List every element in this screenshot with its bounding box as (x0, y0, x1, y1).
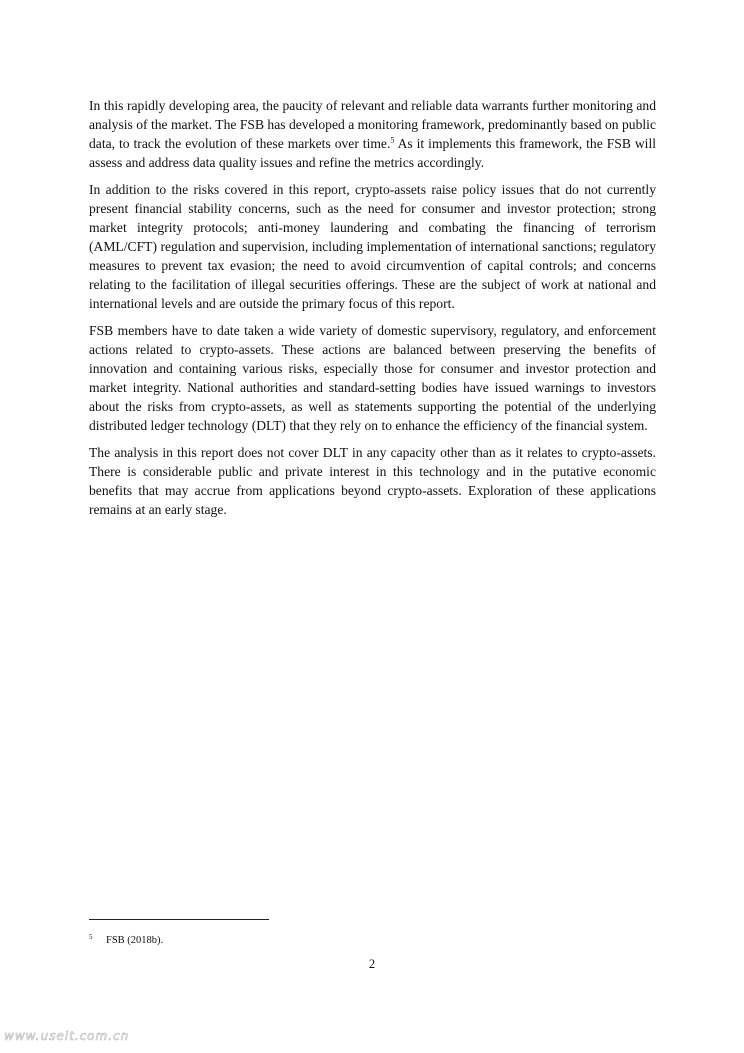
footnote-divider (89, 919, 269, 920)
paragraph-dlt-scope: The analysis in this report does not cover DLT in any capacity other than as it relates to crypto-assets. There is considerable public and private interest in this technology and in the putative economic benefits that may accrue from applications beyond crypto-assets. Exploration of these applications remains at an early stage. (89, 445, 656, 517)
footnote: 5 FSB (2018b). (89, 932, 164, 946)
page-number: 2 (368, 957, 376, 971)
footnote-reference[interactable]: 5 (390, 135, 395, 145)
paragraph-text: As it implements this framework, the FSB will assess and address data quality issues and refine the metrics accordingly. (89, 136, 656, 170)
paragraph-data-monitoring (89, 96, 656, 172)
footnote-text: FSB (2018b). (106, 935, 164, 946)
paragraph-text: In this rapidly developing area, the paucity of relevant and reliable data warrants further monitoring and analysis of the market. The FSB has developed a monitoring framework, predominantly based on public data, to track the evolution of these markets over time. (89, 98, 656, 151)
paragraph-policy-issues: In addition to the risks covered in this report, crypto-assets raise policy issues that do not currently present financial stability concerns, such as the need for consumer and investor protection; strong market integrity protocols; anti-money laundering and combating the financing of terrorism (AML/CFT) regulation and supervision, including implementation of international sanctions; regulatory measures to prevent tax evasion; the need to avoid circumvention of capital controls; and concerns relating to the facilitation of illegal securities offerings. These are the subject of work at national and international levels and are outside the primary focus of this report. (89, 182, 656, 311)
paragraph-fsb-actions: FSB members have to date taken a wide variety of domestic supervisory, regulatory, and enforcement actions related to crypto-assets. These actions are balanced between preserving the benefits of innovation and containing various risks, especially those for consumer and investor protection and market integrity. National authorities and standard-setting bodies have issued warnings to investors about the risks from crypto-assets, as well as statements supporting the potential of the underlying distributed ledger technology (DLT) that they rely on to enhance the efficiency of the financial system. (89, 323, 656, 433)
body-text (89, 96, 656, 527)
watermark: www.useit.com.cn (4, 1029, 130, 1043)
